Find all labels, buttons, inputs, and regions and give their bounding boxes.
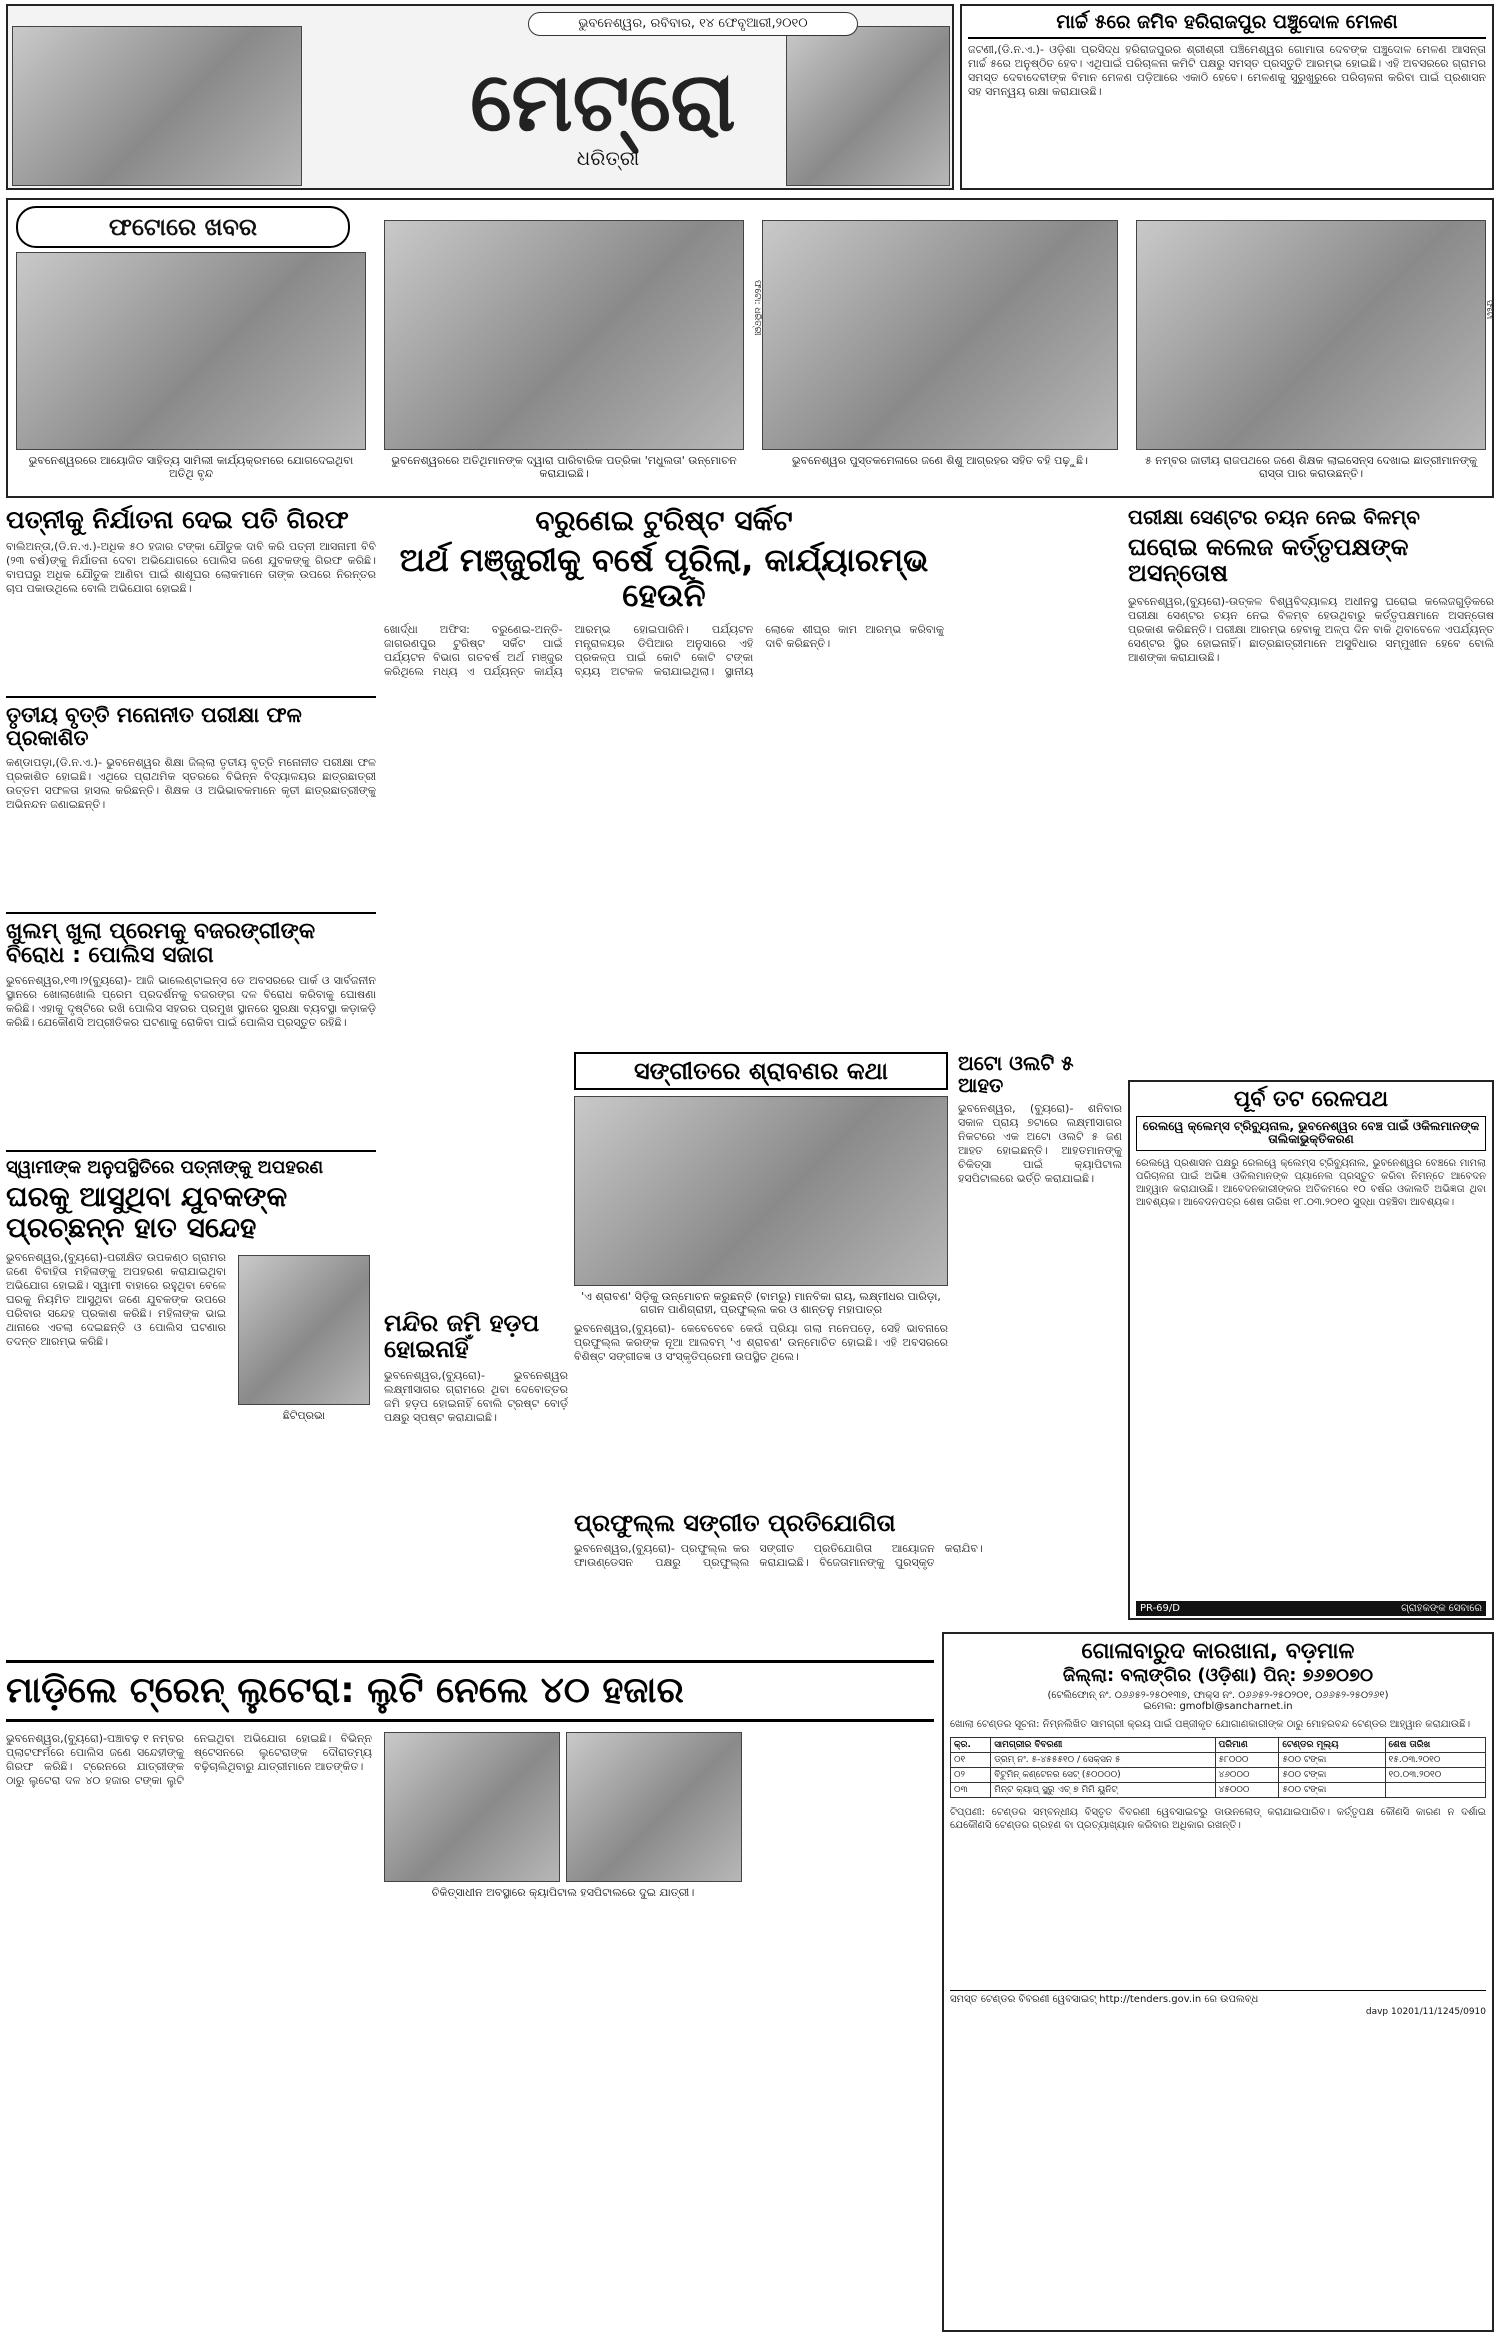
tender-cell: ୫୦୦ ଟଙ୍କା: [1279, 1767, 1385, 1782]
photo-road-crossing: [1136, 220, 1486, 450]
competition-body: ଭୁବନେଶ୍ୱର,(ବ୍ୟୁରୋ)- ପ୍ରଫୁଲ୍ଲ କର ଫାଉଣ୍ଡେସନ ପକ୍ଷରୁ ପ୍ରଫୁଲ୍ଲ ସଙ୍ଗୀତ ପ୍ରତିଯୋଗିତା ଆୟୋଜନ କରାଯାଇଛି। ବିଜେତାମାନଙ୍କୁ ପୁରସ୍କୃତ କରାଯିବ।: [574, 1542, 983, 1570]
tender-cell: ୪୫୦୦୦: [1215, 1782, 1279, 1797]
auto-story: [958, 1052, 1122, 1502]
music-headline: ସଙ୍ଗୀତରେ ଶ୍ରାବଣର କଥା: [574, 1052, 948, 1090]
photo-news-section: [6, 198, 1494, 498]
music-body: ଭୁବନେଶ୍ୱର,(ବ୍ୟୁରୋ)- କେବେବେବେ କେଉଁ ପ୍ରିୟା ଗଲା ମନେପଡ଼େ, ସେହି ଭାବନାରେ ପ୍ରଫୁଲ୍ଲ କରଙ୍କ ନୂଆ ଆଲବମ୍ 'ଏ ଶ୍ରାବଣ' ଉନ୍ମୋଚିତ ହୋଇଛି। ଏହି ଅବସରରେ ବିଶିଷ୍ଟ ସଙ୍ଗୀତଜ୍ଞ ଓ ସଂସ୍କୃତିପ୍ରେମୀ ଉପସ୍ଥିତ ଥିଲେ।: [574, 1322, 948, 1364]
tender-col-header: କ୍ର.: [951, 1737, 991, 1752]
tender-col-header: ପରିମାଣ: [1215, 1737, 1279, 1752]
bottom-photo-caption: ଚିକିତ୍ସାଧୀନ ଅବସ୍ଥାରେ କ୍ୟାପିଟାଲ ହସପିଟାଲରେ ଦୁଇ ଯାତ୍ରୀ।: [431, 1885, 695, 1899]
tender-cell: ବିଟୁମିନ୍ କଣ୍ଟେନର ସେଟ୍ (୫୦୦୦୦): [991, 1767, 1215, 1782]
right-column-story: [1128, 506, 1494, 1076]
story4-headline: ଘରକୁ ଆସୁଥିବା ଯୁବକଙ୍କ ପ୍ରଚ୍ଛନ୍ନ ହାତ ସନ୍ଦେହ: [6, 1179, 288, 1244]
tender-col-header: ସାମଗ୍ରୀର ବିବରଣୀ: [991, 1737, 1215, 1752]
tender-cell: ୧୦.୦୩.୨୦୧୦: [1385, 1767, 1485, 1782]
photo-caption-4: ୫ ନମ୍ବର ଜାତୀୟ ରାଜପଥରେ ଜଣେ ଶିକ୍ଷକ ଲାଇସେନ୍ସ ଦେଖାଇ ଛାତ୍ରୀମାନଙ୍କୁ ରାସ୍ତା ପାର କରାଉଛନ୍ତି।: [1144, 454, 1478, 480]
factory-email: ଇମେଲ: gmofbl@sancharnet.in: [1143, 1700, 1293, 1712]
tender-cell: ୪୬୦୦୦: [1215, 1767, 1279, 1782]
railway-ad-code: PR-69/D: [1140, 1602, 1180, 1614]
tender-row: [951, 1752, 1486, 1767]
railway-ad-body: ରେଲୱେ ପ୍ରଶାସନ ପକ୍ଷରୁ ରେଲୱେ କ୍ଲେମ୍ସ ଟ୍ରିବ୍ୟୁନାଲ, ଭୁବନେଶ୍ୱର ବେଞ୍ଚରେ ମାମଲା ପରିଚାଳନା ପାଇଁ ଅଭିଜ୍ଞ ଓକିଲମାନଙ୍କ ପ୍ୟାନେଲ ପ୍ରସ୍ତୁତ କରିବା ନିମନ୍ତେ ଆବେଦନ ଆହ୍ୱାନ କରାଯାଉଛି। ଆବେଦନକାରୀଙ୍କର ଅତିକମରେ ୧୦ ବର୍ଷର ଓକାଲତି ଅଭିଜ୍ଞତା ଥିବା ଆବଶ୍ୟକ। ଆବେଦନପତ୍ର ଶେଷ ତାରିଖ ୧୮.୦୩.୨୦୧୦ ସୁଦ୍ଧା ପହଞ୍ଚିବା ଆବଶ୍ୟକ।: [1136, 1157, 1486, 1208]
masthead: [6, 4, 954, 190]
tourist-circuit-story: [384, 506, 944, 1046]
story2-headline: ତୃତୀୟ ବୃତ୍ତି ମନୋନୀତ ପରୀକ୍ଷା ଫଳ ପ୍ରକାଶିତ: [6, 702, 302, 750]
story4-photo-caption: ଛିଟିପ୍ରଭା: [282, 1409, 326, 1423]
photo-credit-2: ଫଟୋ: [1485, 300, 1494, 320]
tender-col-header: ଶେଷ ତାରିଖ: [1385, 1737, 1485, 1752]
bottom-headline: ମାଡ଼ିଲେ ଟ୍ରେନ୍ ଲୁଟେରା: ଲୁଟି ନେଲେ ୪୦ ହଜାର: [6, 1660, 934, 1722]
temple-headline: ମନ୍ଦିର ଜମି ହଡ଼ପ ହୋଇନାହିଁ: [384, 1309, 540, 1364]
tender-table: [950, 1737, 1486, 1798]
tender-col-header: ଟେଣ୍ଡର ମୂଲ୍ୟ: [1279, 1737, 1385, 1752]
tourist-headline: ଅର୍ଥ ମଞ୍ଜୁରୀକୁ ବର୍ଷେ ପୂରିଲା, କାର୍ଯ୍ୟାରମ୍ଭ ହେଉନି: [399, 540, 929, 614]
tender-cell: ୦୩: [951, 1782, 991, 1797]
tender-cell: ଡ୍ରମ୍ ନଂ. ୫-୪୫୫୫୧୦ / ସେକ୍ସନ ୫: [991, 1752, 1215, 1767]
story4-kicker: ସ୍ୱାମୀଙ୍କ ଅନୁପସ୍ଥିତିରେ ପତ୍ନୀଙ୍କୁ ଅପହରଣ: [6, 1157, 324, 1179]
tourist-body: ଖୋର୍ଦ୍ଧା ଅଫିସ: ବରୁଣେଇ-ଅନ୍ତି-ଜାଗରଣପୁର ଟୁରିଷ୍ଟ ସର୍କିଟ ପାଇଁ ପର୍ଯ୍ୟଟନ ବିଭାଗ ଗତବର୍ଷ ଅର୍ଥ ମଞ୍ଜୁର କରିଥିଲେ ମଧ୍ୟ ଏ ପର୍ଯ୍ୟନ୍ତ କାର୍ଯ୍ୟ ଆରମ୍ଭ ହୋଇପାରିନି। ପର୍ଯ୍ୟଟନ ମନ୍ତ୍ରାଳୟର ଡିପିଆର ଅନୁସାରେ ଏହି ପ୍ରକଳ୍ପ ପାଇଁ କୋଟି କୋଟି ଟଙ୍କା ବ୍ୟୟ ଅଟକଳ କରାଯାଇଥିଲା। ସ୍ଥାନୀୟ ଲୋକେ ଶୀଘ୍ର କାମ ଆରମ୍ଭ କରିବାକୁ ଦାବି କରିଛନ୍ତି।: [384, 623, 944, 679]
temple-story: [384, 1310, 568, 1650]
tender-cell: ୫୮୦୦୦: [1215, 1752, 1279, 1767]
tender-row: [951, 1767, 1486, 1782]
factory-code: davp 10201/11/1245/0910: [1365, 2006, 1486, 2017]
factory-intro: ଖୋଲା ଟେଣ୍ଡର ସୂଚନା: ନିମ୍ନଲିଖିତ ସାମଗ୍ରୀ କ୍ରୟ ପାଇଁ ପଞ୍ଜୀକୃତ ଯୋଗାଣକାରୀଙ୍କ ଠାରୁ ମୋହରବନ୍ଦ ଟେଣ୍ଡର ଆହ୍ୱାନ କରାଯାଉଛି।: [950, 1718, 1471, 1730]
factory-notes: ଟିପ୍ପଣୀ: ଟେଣ୍ଡର ସମ୍ବନ୍ଧୀୟ ବିସ୍ତୃତ ବିବରଣୀ ୱେବସାଇଟରୁ ଡାଉନଲୋଡ୍ କରାଯାଇପାରିବ। କର୍ତ୍ତୃପକ୍ଷ କୌଣସି କାରଣ ନ ଦର୍ଶାଇ ଯେକୌଣସି ଟେଣ୍ଡର ଗ୍ରହଣ ବା ପ୍ରତ୍ୟାଖ୍ୟାନ କରିବାର ଅଧିକାର ରଖନ୍ତି।: [950, 1806, 1486, 1831]
photo-literary-meet: [16, 252, 366, 450]
tender-row: [951, 1782, 1486, 1797]
tender-cell: [1385, 1782, 1485, 1797]
competition-story: [574, 1510, 1120, 1650]
top-story: [960, 4, 1494, 190]
right-body: ଭୁବନେଶ୍ୱର,(ବ୍ୟୁରୋ)-ଉତ୍କଳ ବିଶ୍ୱବିଦ୍ୟାଳୟ ଅଧୀନସ୍ଥ ଘରୋଇ କଲେଜଗୁଡ଼ିକରେ ପରୀକ୍ଷା ସେଣ୍ଟର ଚୟନ ନେଇ ବିଳମ୍ବ ହେଉଥିବାରୁ କର୍ତ୍ତୃପକ୍ଷମାନେ ଅସନ୍ତୋଷ ପ୍ରକାଶ କରିଛନ୍ତି। ପରୀକ୍ଷା ଆରମ୍ଭ ହେବାକୁ ଅଳ୍ପ ଦିନ ବାକି ଥିବାବେଳେ ଏପର୍ଯ୍ୟନ୍ତ ସେଣ୍ଟର ସ୍ଥିର ହୋଇନାହିଁ। ଛାତ୍ରଛାତ୍ରୀମାନେ ଅସୁବିଧାର ସମ୍ମୁଖୀନ ହେବେ ବୋଲି ଆଶଙ୍କା କରାଯାଉଛି।: [1128, 594, 1494, 664]
tourist-kicker: ବରୁଣେଇ ଟୁରିଷ୍ଟ ସର୍କିଟ: [535, 504, 793, 537]
tender-cell: ୧୫.୦୩.୨୦୧୦: [1385, 1752, 1485, 1767]
photo-caption-2: ଭୁବନେଶ୍ୱରରେ ଅତିଥିମାନଙ୍କ ଦ୍ୱାରା ପାରିବାରିକ ପତ୍ରିକା 'ମଧୁଲତା' ଉନ୍ମୋଚନ କରାଯାଇଛି।: [391, 454, 737, 480]
right-headline: ଘରୋଇ କଲେଜ କର୍ତ୍ତୃପକ୍ଷଙ୍କ ଅସନ୍ତୋଷ: [1128, 533, 1409, 588]
story3-headline: ଖୁଲମ୍ ଖୁଲା ପ୍ରେମକୁ ବଜରଙ୍ଗୀଙ୍କ ବିରୋଧ : ପୋଲିସ ସଜାଗ: [6, 918, 316, 968]
dome-skyline-image: [786, 26, 950, 186]
story1-headline: ପତ୍ନୀକୁ ନିର୍ଯାତନା ଦେଇ ପତି ଗିରଫ: [6, 505, 349, 534]
bottom-photo-2: [566, 1732, 742, 1882]
bottom-body-left: ଭୁବନେଶ୍ୱର,(ବ୍ୟୁରୋ)-ପଞ୍ଚାବଢ଼ ୧ ନମ୍ବର ପ୍ଲାଟଫର୍ମରେ ପୋଲିସ ଜଣେ ସନ୍ଦେହୀଙ୍କୁ ଗିରଫ କରିଛି। ଟ୍ରେନରେ ଯାତ୍ରୀଙ୍କ ଠାରୁ ଲୁଟେରା ଦଳ ୪୦ ହଜାର ଟଙ୍କା ଲୁଟି ନେଇଥିବା ଅଭିଯୋଗ ହୋଇଛି। ବିଭିନ୍ନ ଷ୍ଟେସନରେ ଲୁଟେରାଙ୍କ ଦୌରାତ୍ମ୍ୟ ବଢ଼ିଚାଲିଥିବାରୁ ଯାତ୍ରୀମାନେ ଆତଙ୍କିତ।: [6, 1731, 372, 1787]
masthead-subtitle: ଧରିତ୍ରୀ: [576, 146, 640, 170]
tender-cell: ୫୦୦ ଟଙ୍କା: [1279, 1782, 1385, 1797]
auto-body: ଭୁବନେଶ୍ୱର, (ବ୍ୟୁରୋ)- ଶନିବାର ସକାଳ ପ୍ରାୟ ୭ଟାରେ ଲକ୍ଷ୍ମୀସାଗର ନିକଟରେ ଏକ ଅଟୋ ଓଲଟି ୫ ଜଣ ଆହତ ହୋଇଛନ୍ତି। ଆହତମାନଙ୍କୁ ଚିକିତ୍ସା ପାଇଁ କ୍ୟାପିଟାଲ ହସପିଟାଲରେ ଭର୍ତ୍ତି କରାଯାଇଛି।: [958, 1102, 1122, 1185]
top-story-body: ଜଟଣୀ,(ଡି.ନ.ଏ.)- ଓଡ଼ିଶା ପ୍ରସିଦ୍ଧ ହରିରାଜପୁରର ଶ୍ରୀଶ୍ରୀ ପଞ୍ଚିମେଶ୍ୱର ଗୋମାତା ଦେବଙ୍କ ପଞ୍ଚୁଦୋଳ ମେଳଣ ଆସନ୍ତା ମାର୍ଚ୍ଚ ୫ରେ ଅନୁଷ୍ଠିତ ହେବ। ଏଥିପାଇଁ ପରିଚାଳନା କମିଟି ପକ୍ଷରୁ ସମସ୍ତ ପ୍ରସ୍ତୁତି ଆରମ୍ଭ ହୋଇଛି। ଏହି ଅବସରରେ ଗ୍ରାମର ସମସ୍ତ ଦେବାଦେବୀଙ୍କ ବିମାନ ମେଳଣ ପଡ଼ିଆରେ ଏକାଠି ହେବେ। ମେଳଣକୁ ସୁରୁଖୁରୁରେ ପରିଚାଳନା କରିବା ପାଇଁ ପ୍ରଶାସନ ସହ ସମନ୍ୱୟ ରକ୍ଷା କରାଯାଉଛି।: [968, 42, 1486, 98]
factory-title: ଗୋଳାବାରୁଦ କାରଖାନା, ବଡ଼ମାଳ: [1081, 1639, 1355, 1664]
story2-body: କଣ୍ଡାପଡ଼ା,(ଡି.ନ.ଏ.)- ଭୁବନେଶ୍ୱର ଶିକ୍ଷା ଜିଲ୍ଲା ତୃତୀୟ ବୃତ୍ତି ମନୋନୀତ ପରୀକ୍ଷା ଫଳ ପ୍ରକାଶିତ ହୋଇଛି। ଏଥିରେ ପ୍ରାଥମିକ ସ୍ତରରେ ବିଭିନ୍ନ ବିଦ୍ୟାଳୟର ଛାତ୍ରଛାତ୍ରୀ ଉତ୍ତମ ସଫଳତା ହାସଲ କରିଛନ୍ତି। ଶିକ୍ଷକ ଓ ଅଭିଭାବକମାନେ କୃତୀ ଛାତ୍ରଛାତ୍ରୀଙ୍କୁ ଅଭିନନ୍ଦନ ଜଣାଇଛନ୍ତି।: [6, 755, 376, 811]
story4-portrait: [238, 1255, 370, 1405]
railway-ad: [1128, 1080, 1494, 1620]
dateline: ଭୁବନେଶ୍ୱର, ରବିବାର, ୧୪ ଫେବୃଆରୀ,୨୦୧୦: [528, 12, 858, 36]
tender-cell: ୫୦୦ ଟଙ୍କା: [1279, 1752, 1385, 1767]
photo-credit-1: ଫଟୋ: ଧରିତ୍ରୀ: [752, 280, 762, 336]
tender-cell: ୦୨: [951, 1767, 991, 1782]
photo-news-label: ଫଟୋରେ ଖବର: [16, 206, 350, 248]
photo-caption-3: ଭୁବନେଶ୍ୱର ପୁସ୍ତକମେଳାରେ ଜଣେ ଶିଶୁ ଆଗ୍ରହର ସହିତ ବହି ପଢ଼ୁଛି।: [791, 454, 1088, 467]
story1-body: ବାଲିଅନ୍ତା,(ଡି.ନ.ଏ.)-ଅଧିକ ୫୦ ହଜାର ଟଙ୍କା ଯୌତୁକ ଦାବି କରି ପତ୍ନୀ ଆସନାମୀ ବିବି (୨୩ ବର୍ଷ)ଙ୍କୁ ନିର୍ଯାତନା ଦେବା ଅଭିଯୋଗରେ ପୋଲିସ ଜଣେ ଯୁବକଙ୍କୁ ଗିରଫ କରିଛି। ବାପଘରୁ ଅଧିକ ଯୌତୁକ ଆଣିବା ପାଇଁ ଶାଶୂଘର ଲୋକମାନେ ତାଙ୍କ ଉପରେ ନିରନ୍ତର ଚାପ ପକାଉଥିଲେ ବୋଲି ଅଭିଯୋଗ ହୋଇଛି।: [6, 539, 376, 595]
factory-address: ଜିଲ୍ଲା: ବଲାଙ୍ଗିର (ଓଡ଼ିଶା) ପିନ୍: ୭୬୭୦୭୦: [1062, 1665, 1374, 1687]
tender-cell: ୦୧: [951, 1752, 991, 1767]
tender-cell: ମିନ୍ଟ କ୍ୟାପ୍ ସ୍କ୍ରୁ ଏଚ୍ ୭ ମିମି ୟୁନିଟ୍: [991, 1782, 1215, 1797]
top-story-headline: ମାର୍ଚ୍ଚ ୫ରେ ଜମିବ ହରିରାଜପୁର ପଞ୍ଚୁଦୋଳ ମେଳଣ: [968, 12, 1486, 39]
right-kicker: ପରୀକ୍ଷା ସେଣ୍ଟର ଚୟନ ନେଇ ବିଳମ୍ବ: [1128, 505, 1420, 529]
factory-tender-ad: [942, 1632, 1494, 2332]
music-story: [574, 1052, 948, 1502]
masthead-title: ମେଟ୍ରୋ: [470, 55, 736, 150]
left-column: [6, 506, 376, 1636]
railway-ad-footer: ଗ୍ରାହକଙ୍କ ସେବାରେ: [1401, 1602, 1482, 1614]
photo-caption-1: ଭୁବନେଶ୍ୱରରେ ଆୟୋଜିତ ସାହିତ୍ୟ ସାମିଲୀ କାର୍ଯ୍ୟକ୍ରମରେ ଯୋଗଦେଇଥିବା ଅତିଥି ବୃନ୍ଦ: [28, 454, 354, 480]
railway-ad-subtitle: ରେଲୱେ କ୍ଲେମ୍ସ ଟ୍ରିବ୍ୟୁନାଲ, ଭୁବନେଶ୍ୱର ବେଞ୍ଚ ପାଇଁ ଓକିଲମାନଙ୍କ ତାଲିକାଭୁକ୍ତିକରଣ: [1136, 1116, 1486, 1150]
temple-skyline-image: [12, 26, 302, 186]
bottom-train-story: [6, 1660, 934, 2332]
railway-ad-title: ପୂର୍ବ ତଟ ରେଳପଥ: [1233, 1087, 1389, 1112]
temple-body: ଭୁବନେଶ୍ୱର,(ବ୍ୟୁରୋ)- ଭୁବନେଶ୍ୱର ଲକ୍ଷ୍ମୀସାଗର ଗ୍ରାମରେ ଥିବା ଦେବୋତ୍ତର ଜମି ହଡ଼ପ ହୋଇନାହିଁ ବୋଲି ଟ୍ରଷ୍ଟ ବୋର୍ଡ଼ ପକ୍ଷରୁ ସ୍ପଷ୍ଟ କରାଯାଇଛି।: [384, 1368, 568, 1424]
photo-book-fair-child: [762, 220, 1118, 450]
auto-headline: ଅଟୋ ଓଲଟି ୫ ଆହତ: [958, 1051, 1074, 1097]
bottom-photo-1: [384, 1732, 560, 1882]
story3-body: ଭୁବନେଶ୍ୱର,୧୩।୨(ବ୍ୟୁରୋ)- ଆଜି ଭାଲେଣ୍ଟାଇନ୍ସ ଡେ ଅବସରରେ ପାର୍କ ଓ ସାର୍ବଜନୀନ ସ୍ଥାନରେ ଖୋଲାଖୋଲି ପ୍ରେମ ପ୍ରଦର୍ଶନକୁ ବଜରଙ୍ଗ ଦଳ ବିରୋଧ କରିବାକୁ ଘୋଷଣା କରିଛି। ଏହାକୁ ଦୃଷ୍ଟିରେ ରଖି ପୋଲିସ ସହରର ପ୍ରମୁଖ ସ୍ଥାନରେ ସୁରକ୍ଷା ବ୍ୟବସ୍ଥା କଡ଼ାକଡ଼ି କରିଛି। ଯେକୌଣସି ଅପ୍ରୀତିକର ଘଟଣାକୁ ରୋକିବା ପାଇଁ ପୋଲିସ ପ୍ରସ୍ତୁତ ରହିଛି।: [6, 974, 376, 1030]
factory-url: ସମସ୍ତ ଟେଣ୍ଡର ବିବରଣୀ ୱେବସାଇଟ୍ http://tenders.gov.in ରେ ଉପଲବ୍ଧ: [950, 1990, 1486, 2005]
competition-headline: ପ୍ରଫୁଲ୍ଲ ସଙ୍ଗୀତ ପ୍ରତିଯୋଗିତା: [574, 1509, 896, 1537]
music-photo: [574, 1096, 948, 1286]
photo-magazine-release: [384, 220, 744, 450]
story4-body: ଭୁବନେଶ୍ୱର,(ବ୍ୟୁରୋ)-ପରୀକ୍ଷିତ ଉପକଣ୍ଠ ଗ୍ରାମର ଜଣେ ବିବାହିତା ମହିଳାଙ୍କୁ ଅପହରଣ କରାଯାଇଥିବା ଅଭିଯୋଗ ହୋଇଛି। ସ୍ୱାମୀ ବାହାରେ ରହୁଥିବା ବେଳେ ଘରକୁ ନିୟମିତ ଆସୁଥିବା ଜଣେ ଯୁବକଙ୍କ ଉପରେ ପରିବାର ସନ୍ଦେହ ପ୍ରକାଶ କରିଛି। ମହିଳାଙ୍କ ଭାଇ ଥାନାରେ ଏତଲା ଦେଇଛନ୍ତି ଓ ପୋଲିସ ଘଟଣାର ତଦନ୍ତ ଆରମ୍ଭ କରିଛି।: [6, 1251, 226, 1349]
factory-phone: (ଟେଲିଫୋନ୍ ନଂ. ୦୬୬୫୨-୨୫୦୧୩୭, ଫାକ୍ସ ନଂ. ୦୬୬୫୨-୨୫୦୨୦୧, ୦୬୬୫୨-୨୫୦୨୬୧): [1047, 1689, 1389, 1701]
music-photo-caption: 'ଏ ଶ୍ରାବଣ' ସିଡ଼ିକୁ ଉନ୍ମୋଚନ କରୁଛନ୍ତି (ବାମରୁ) ମାନବିକା ରାୟ, ଲକ୍ଷ୍ମୀଧର ପାରିଡ଼ା, ଗଗନ ପାଣିଗ୍ରାହୀ, ପ୍ରଫୁଲ୍ଲ କର ଓ ଶାନ୍ତନୁ ମହାପାତ୍ର: [581, 1290, 941, 1317]
